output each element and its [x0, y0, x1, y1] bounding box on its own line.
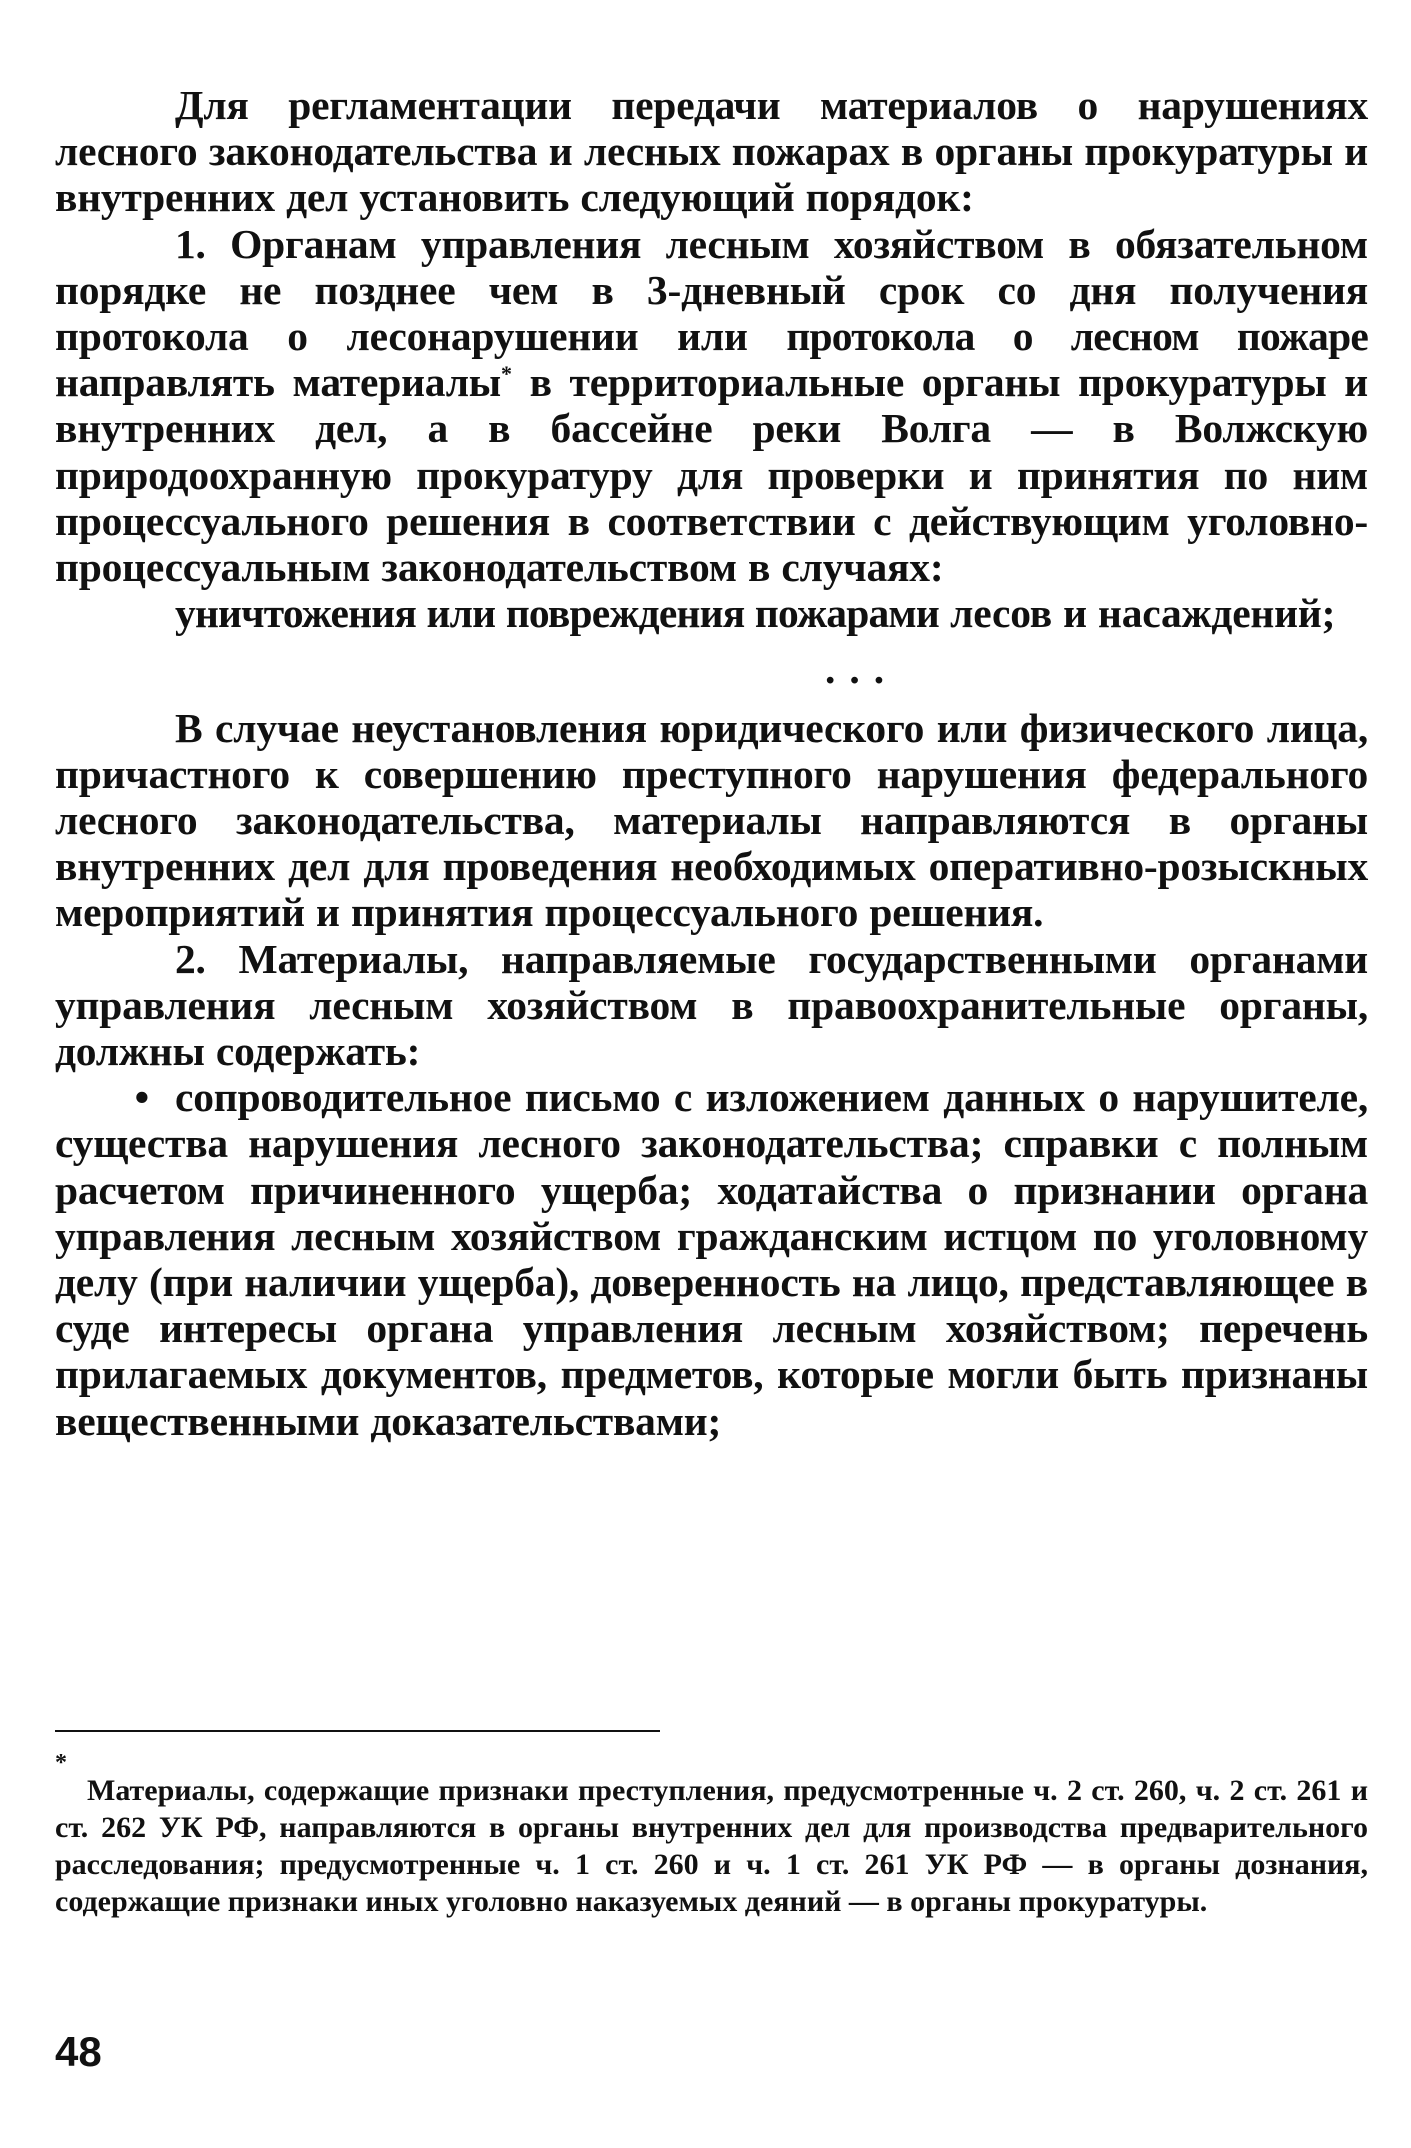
item-1-highlight: протокола о лесном пожаре [786, 313, 1369, 360]
item-1-text-part2: направлять материалы [55, 359, 501, 406]
bullet-icon: • [134, 1074, 149, 1121]
item-1-paragraph [55, 221, 1368, 591]
footnote-text: Материалы, содержащие признаки преступления, предусмотренные ч. 2 ст. 260, ч. 2 ст. 261 и ст. 262 УК РФ, направляются в органы внутренних дел для производства предварительного расследования; предусмотренные ч. 1 ст. 260 и ч. 1 ст. 261 УК РФ — в органы дознания, содержащие признаки иных уголовно наказуемых деяний — в органы прокуратуры. [55, 1774, 1368, 1918]
item-1-text-part1: 1. Органам управления лесным хозяйством в обязательном порядке не позднее чем в 3-дневный срок со дня получения протокола о лесонарушении или [55, 220, 1368, 360]
footnote [55, 1750, 1368, 1920]
item-1-text-part3: в территориальные органы прокуратуры и внутренних дел, а в бассейне реки Волга — в Волжскую природоохранную прокуратуру для проверки и принятия по ним процессуального решения в соответствии с действующим уголовно-процессуальным законодательством в случаях: [55, 359, 1368, 591]
case-highlight: уничтожения или повреждения пожарами [175, 590, 939, 637]
footnote-reference-mark: * [501, 361, 512, 387]
document-body [55, 82, 1368, 1444]
page-number: 48 [55, 2028, 102, 2075]
unidentified-paragraph: В случае неустановления юридического или физического лица, причастного к совершению преступного нарушения федерального лесного законодательства, материалы направляются в органы внутренних дел для проведения необходимых оперативно-розыскных мероприятий и принятия процессуального решения. [55, 704, 1368, 936]
bullet-item-text: сопроводительное письмо с изложением данных о нарушителе, существа нарушения лесного законодательства; справки с полным расчетом причиненного ущерба; ходатайства о признании органа управления лесным хозяйством гражданским истцом по уголовному делу (при наличии ущерба), доверенность на лицо, представляющее в суде интересы органа управления лесным хозяйством; перечень прилагаемых документов, предметов, которые могли быть признаны вещественными доказательствами; [55, 1074, 1368, 1444]
footnote-mark: * [55, 1750, 67, 1776]
case-rest: лесов и насаждений; [939, 590, 1336, 637]
intro-paragraph: Для регламентации передачи материалов о нарушениях лесного законодательства и лесных пожарах в органы прокуратуры и внутренних дел установить следующий порядок: [55, 82, 1368, 221]
bullet-item [55, 1074, 1368, 1444]
ellipsis-separator: ... [824, 646, 899, 693]
case-paragraph [55, 590, 1368, 636]
item-2-paragraph: 2. Материалы, направляемые государственными органами управления лесным хозяйством в правоохранительные органы, должны содержать: [55, 935, 1368, 1075]
footnote-divider [55, 1730, 660, 1732]
